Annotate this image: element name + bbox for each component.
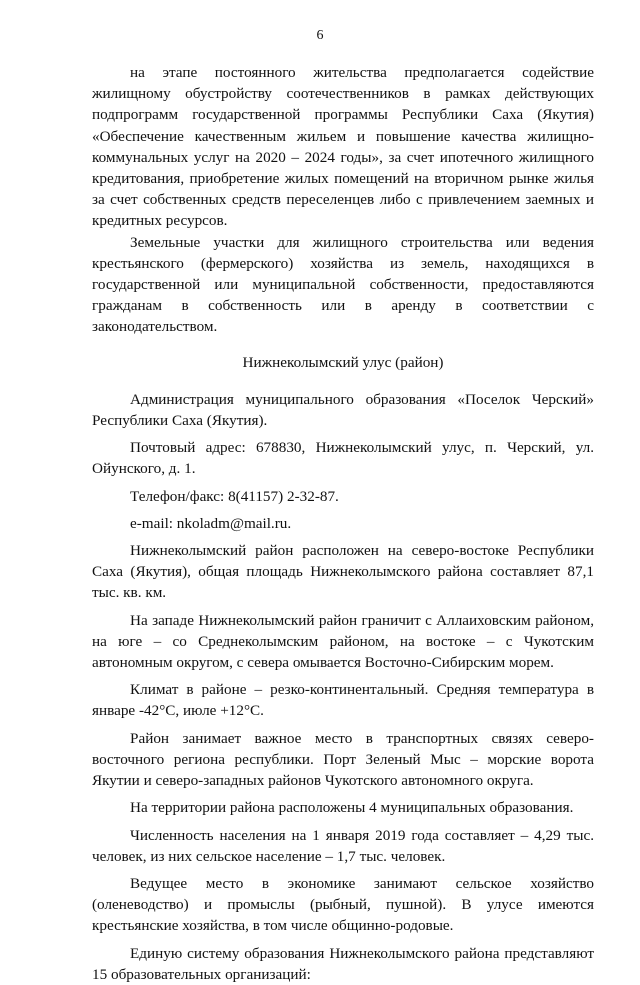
paragraph-climate: Климат в районе – резко-континентальный. Средняя температура в январе -42°С, июле +12°С.: [92, 681, 594, 720]
paragraph-borders: На западе Нижнеколымский район граничит с Аллаиховским районом, на юге – со Среднеколымским районом, на востоке – с Чукотским автономным округом, с севера омывается Восточно-Сибирским морем.: [92, 611, 594, 672]
paragraph-land-plots: Земельные участки для жилищного строительства или ведения крестьянского (фермерского) хозяйства из земель, находящихся в государственной или муниципальной собственности, предоставляются гражданам в собственность или в аренду в соответствии с законодательством.: [92, 233, 594, 336]
paragraph-education: Единую систему образования Нижнеколымского района представляют 15 образовательных организаций:: [92, 944, 594, 983]
page-number: 6: [316, 28, 324, 43]
section-heading: Нижнеколымский улус (район): [242, 353, 444, 371]
admin-name: Администрация муниципального образования «Поселок Черский» Республики Саха (Якутия).: [92, 390, 594, 430]
paragraph-economy: Ведущее место в экономике занимают сельское хозяйство (оленеводство) и промыслы (рыбный, пушной). В улусе имеются крестьянские хозяйства, в том числе общинно-родовые.: [92, 874, 594, 935]
paragraph-transport: Район занимает важное место в транспортных связях северо-восточного региона республики. Порт Зеленый Мыс – морские ворота Якутии и северо-западных районов Чукотского автономного округа.: [92, 729, 594, 790]
admin-address: Почтовый адрес: 678830, Нижнеколымский улус, п. Черский, ул. Ойунского, д. 1.: [92, 439, 594, 478]
paragraph-location: Нижнеколымский район расположен на северо-востоке Республики Саха (Якутия), общая площадь Нижнеколымского района составляет 87,1 тыс. кв. км.: [92, 542, 594, 602]
admin-phone: Телефон/факс: 8(41157) 2-32-87.: [130, 487, 339, 505]
paragraph-housing-support: на этапе постоянного жительства предполагается содействие жилищному обустройству соотечественников в рамках действующих подпрограмм государственной программы Республики Саха (Якутия) «Обеспечение качественным жильем и повышение качества жилищно-коммунальных услуг на 2020 – 2024 годы», за счет ипотечного жилищного кредитования, приобретение жилых помещений на вторичном рынке жилья за счет собственных средств переселенцев либо с привлечением заемных и кредитных ресурсов.: [92, 64, 594, 230]
paragraph-municipalities: На территории района расположены 4 муниципальных образования.: [130, 799, 574, 817]
paragraph-population: Численность населения на 1 января 2019 года составляет – 4,29 тыс. человек, из них сельское население – 1,7 тыс. человек.: [92, 826, 594, 865]
document-body: [92, 62, 594, 985]
admin-email: e-mail: nkoladm@mail.ru.: [130, 514, 292, 532]
